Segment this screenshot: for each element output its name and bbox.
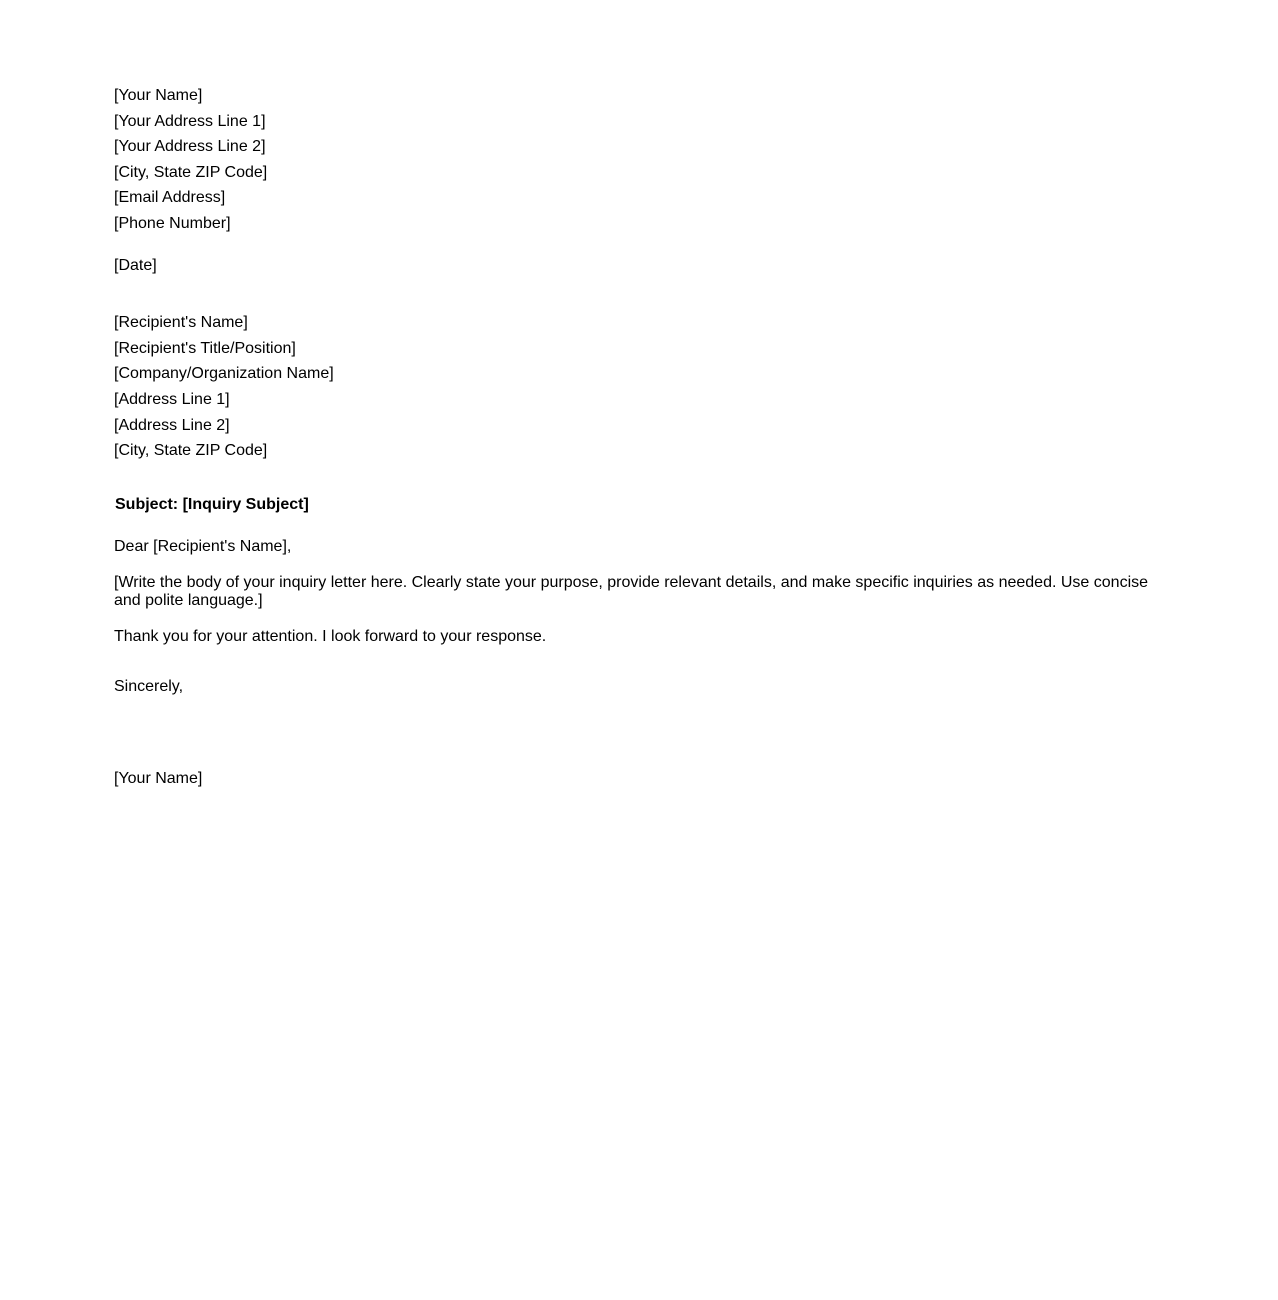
sender-address-line-2: [Your Address Line 2] <box>114 138 266 155</box>
recipient-name: [Recipient's Name] <box>114 314 248 331</box>
subject-line: Subject: [Inquiry Subject] <box>115 496 309 513</box>
letter-body: [Write the body of your inquiry letter here. Clearly state your purpose, provide relevant details, and make specific inquiries as needed. Use concise and polite language.] <box>114 574 1149 609</box>
recipient-title: [Recipient's Title/Position] <box>114 340 296 357</box>
salutation: Dear [Recipient's Name], <box>114 538 292 555</box>
sender-name: [Your Name] <box>114 87 203 104</box>
recipient-city-state-zip: [City, State ZIP Code] <box>114 442 268 459</box>
sender-email: [Email Address] <box>114 189 226 206</box>
closing-sentence: Thank you for your attention. I look forward to your response. <box>114 628 547 645</box>
recipient-company: [Company/Organization Name] <box>114 365 334 382</box>
sender-phone: [Phone Number] <box>114 215 231 232</box>
sign-off: Sincerely, <box>114 678 184 695</box>
sender-city-state-zip: [City, State ZIP Code] <box>114 164 268 181</box>
recipient-address-line-1: [Address Line 1] <box>114 391 230 408</box>
sender-address-line-1: [Your Address Line 1] <box>114 113 266 130</box>
recipient-address-line-2: [Address Line 2] <box>114 417 230 434</box>
signature-name: [Your Name] <box>114 770 203 787</box>
letter-date: [Date] <box>114 257 157 274</box>
